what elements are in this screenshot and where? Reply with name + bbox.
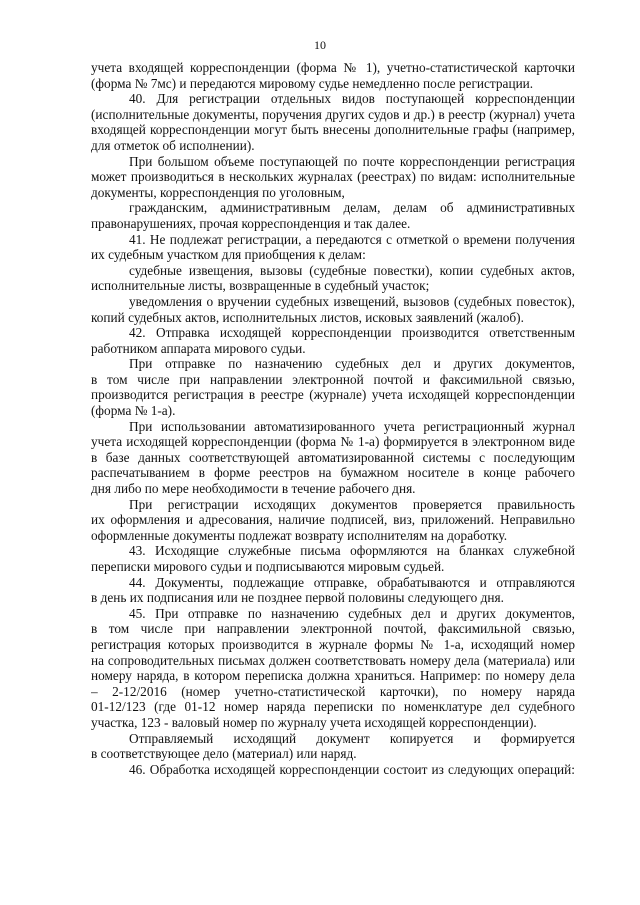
text-line: в день их подписания или не позднее первой половины следующего дня. [91, 590, 504, 606]
text-line: в соответствующее дело (материал) или наряд. [91, 746, 357, 762]
text-line: в том числе при направлении электронной почтой, факсимильной связью, [91, 621, 575, 637]
text-line: гражданским, административным делам, делам об административных [129, 200, 575, 216]
text-line: учета входящей корреспонденции (форма № 1), учетно-статистической карточки [91, 60, 575, 75]
text-line: дня либо по мере необходимости в течение рабочего дня. [91, 481, 416, 497]
text-line: 45. При отправке по назначению судебных дел и других документов, [129, 605, 575, 621]
text-line: (форма № 7мс) и передаются мировому судье немедленно после регистрации. [91, 75, 534, 91]
text-line: документы, корреспонденция по уголовным, [91, 184, 345, 200]
text-line: 46. Обработка исходящей корреспонденции состоит из следующих операций: [129, 761, 575, 777]
text-line: исполнительные листы, возвращенные в судебный участок; [91, 278, 430, 294]
text-line: 42. Отправка исходящей корреспонденции производится ответственным [129, 325, 575, 341]
text-line: на сопроводительных письмах должен соответствовать номеру дела (материала) или [91, 652, 575, 668]
text-line: распечатыванием в форме реестров на бумажном носителе в конце рабочего [91, 465, 575, 481]
text-line: переписки мирового судьи и подписываются мировым судьей. [91, 559, 445, 574]
text-line: номеру наряда, в котором переписка должна храниться. Например: по номеру дела [91, 668, 575, 684]
text-line: 41. Не подлежат регистрации, а передаются с отметкой о времени получения [129, 231, 575, 247]
text-line: 43. Исходящие служебные письма оформляются на бланках служебной [129, 543, 575, 559]
text-line: работником аппарата мирового судьи. [91, 340, 306, 356]
text-line: их судебным участком для приобщения к делам: [91, 247, 366, 263]
text-line: уведомления о вручении судебных извещений, вызовов (судебных повесток), [129, 293, 575, 309]
text-line: 40. Для регистрации отдельных видов поступающей корреспонденции [129, 91, 575, 107]
text-line: оформленные документы подлежат возврату исполнителям на доработку. [91, 527, 508, 543]
text-line: При регистрации исходящих документов проверяется правильность [129, 496, 575, 512]
text-line: правонарушениях, прочая корреспонденция и так далее. [91, 215, 411, 231]
text-line: 01-12/123 (где 01-12 номер наряда переписки по номенклатуре дел судебного [91, 699, 575, 715]
text-line: производится регистрация в реестре (журнале) учета исходящей корреспонденции [91, 387, 575, 403]
page-number: 10 [314, 38, 326, 52]
text-line: участка, 123 - валовый номер по журналу учета исходящей корреспонденции). [91, 714, 537, 730]
text-line: в базе данных соответствующей автоматизированной системы с последующим [91, 449, 575, 465]
text-line: Отправляемый исходящий документ копируется и формируется [129, 730, 575, 746]
text-line: учета исходящей корреспонденции (форма № 1-а) формируется в электронном виде [91, 434, 575, 450]
text-line: 44. Документы, подлежащие отправке, обрабатываются и отправляются [129, 574, 575, 590]
text-line: При большом объеме поступающей по почте корреспонденции регистрация [129, 153, 575, 169]
text-line: При использовании автоматизированного учета регистрационный журнал [129, 418, 575, 434]
text-line: копий судебных актов, исполнительных листов, исковых заявлений (жалоб). [91, 309, 524, 325]
text-line: их оформления и адресования, наличие подписей, виз, приложений. Неправильно [91, 512, 575, 528]
text-line: в том числе при направлении электронной почтой и факсимильной связью, [91, 371, 575, 387]
text-line: При отправке по назначению судебных дел и других документов, [129, 356, 575, 372]
text-line: для отметок об исполнении). [91, 137, 255, 153]
document-body [91, 60, 575, 777]
text-line: (форма № 1-а). [91, 403, 176, 419]
text-line: может производиться в нескольких журналах (реестрах) по видам: исполнительные [91, 169, 575, 185]
text-line: входящей корреспонденции могут быть внесены дополнительные графы (например, [91, 122, 575, 138]
text-line: – 2-12/2016 (номер учетно-статистической карточки), по номеру наряда [91, 683, 575, 699]
text-line: регистрация которых производится в журнале формы № 1-а, исходящий номер [91, 636, 575, 652]
text-line: судебные извещения, вызовы (судебные повестки), копии судебных актов, [129, 262, 575, 278]
text-line: (исполнительные документы, поручения других судов и др.) в реестр (журнал) учета [91, 106, 575, 122]
